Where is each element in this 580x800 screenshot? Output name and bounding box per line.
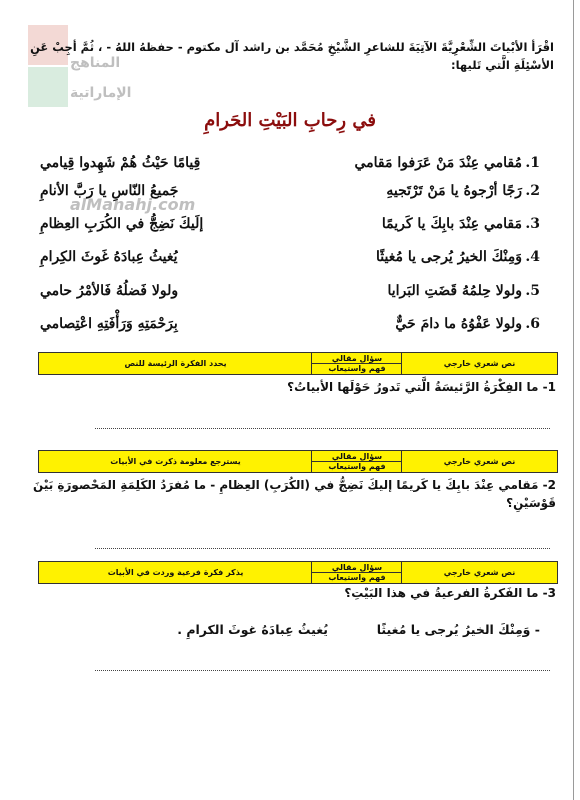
question-2-line-1: 2- مَقامي عِنْدَ بابِكَ يا كَريمًا إليكَ نَضِجُّ في (الكُرَبِ) العِظامِ - ما مُفرَدُ الكَلِمَةِ المَحْصورَةِ بَيْنَ (33, 478, 556, 492)
question-1: 1- ما الفِكْرَةُ الرَّئيسَةُ الَّتي تَدورُ حَوْلَها الأبياتُ؟ (287, 380, 556, 394)
poem-title: في رِحابِ البَيْتِ الحَرامِ (204, 110, 376, 131)
verse-number: 5. (525, 283, 540, 299)
question-header-bar (38, 450, 558, 473)
verse-first-hemistich: ولولا حِلمُهُ قَضَتِ البَرايا (387, 283, 522, 299)
skill-cell: يذكر فكرة فرعية وردت في الأبيات (107, 568, 244, 577)
text-type-cell: نص شعري خارجي (401, 562, 557, 583)
watermark-site: alManahj.com (70, 195, 196, 214)
verse-row (40, 216, 540, 238)
verse-number: 6. (525, 316, 540, 332)
quoted-verse (30, 622, 540, 637)
quoted-verse-second: يُغيثُ عِبادَهُ غوثَ الكرامِ . (177, 622, 328, 637)
watermark-text-2: الإماراتية (70, 85, 132, 101)
verse-second-hemistich: ولولا فَضلُهُ فَالأمْرُ حامي (40, 283, 179, 299)
text-type-cell: نص شعري خارجي (401, 353, 557, 374)
verse-second-hemistich: يُغيثُ عِبادَهُ غَوثَ الكِرامِ (40, 249, 178, 265)
question-header-bar (38, 561, 558, 584)
answer-line[interactable] (95, 428, 550, 429)
question-header-bar (38, 352, 558, 375)
question-type-top: سؤال مقالي (312, 563, 402, 573)
verse-second-hemistich: جَميعُ النّاسِ يا رَبَّ الأنامِ (40, 183, 179, 199)
verse-first-hemistich: وَمِنْكَ الخيرُ يُرجى يا مُغيثًا (376, 249, 522, 265)
verse-row (40, 183, 540, 205)
answer-line[interactable] (95, 548, 550, 549)
instructions-line-1: اقْرَأ الأبْياتَ الشِّعْرِيَّةَ الآتِيَةَ للشاعرِ الشَّيْخِ مُحَمَّد بن راشد آل مكتوم - حفظهُ اللهُ - ، ثُمَّ أجِبْ عَنِ (30, 40, 554, 54)
question-type-top: سؤال مقالي (312, 452, 402, 462)
question-3: 3- ما الفَكرةُ الفرعيةُ في هذا البَيْتِ؟ (344, 586, 556, 600)
question-type-bottom: فهم واستيعاب (328, 573, 386, 582)
watermark-text-1: المناهج (70, 55, 121, 71)
verse-number: 2. (525, 183, 540, 199)
skill-cell: يسترجع معلومة ذكرت في الأبيات (110, 457, 241, 466)
instructions-line-2: الأسْئِلَةِ الَّتي تَليها: (451, 58, 554, 72)
verse-number: 4. (525, 249, 540, 265)
verse-second-hemistich: بِرَحْمَتِهِ وَرَأْفَتِهِ اعْتِصامي (40, 316, 178, 332)
skill-cell: يحدد الفكرة الرئيسة للنص (124, 359, 227, 368)
verse-row (40, 249, 540, 271)
question-2-line-2: قَوْسَيْنِ؟ (506, 496, 556, 510)
verse-number: 3. (525, 216, 540, 232)
verse-row (40, 316, 540, 338)
question-type-bottom: فهم واستيعاب (328, 364, 386, 373)
answer-line[interactable] (95, 670, 550, 671)
question-type-cell (311, 562, 402, 583)
verse-second-hemistich: قِيامًا حَيْثُ هُمْ شَهِدوا قِيامي (40, 155, 201, 171)
verse-first-hemistich: مُقامي عِنْدَ مَنْ عَرَفوا مَقامي (354, 155, 522, 171)
verse-row (40, 155, 540, 177)
verse-first-hemistich: رَجًا أرْجوهُ يا مَنْ تَرْتَجيهِ (386, 183, 522, 199)
verse-number: 1. (525, 155, 540, 171)
verse-row (40, 283, 540, 305)
quoted-verse-first: - وَمِنْكَ الخيرُ يُرجى يا مُغيثًا (376, 622, 540, 637)
text-type-cell: نص شعري خارجي (401, 451, 557, 472)
question-type-cell (311, 451, 402, 472)
question-type-bottom: فهم واستيعاب (328, 462, 386, 471)
verse-second-hemistich: إلَيكَ نَضِجُّ في الكُرَبِ العِظامِ (40, 216, 204, 232)
question-type-cell (311, 353, 402, 374)
question-type-top: سؤال مقالي (312, 354, 402, 364)
verse-first-hemistich: ولولا عَفْوُهُ ما دامَ حَيٌّ (395, 316, 522, 332)
verse-first-hemistich: مَقامي عِنْدَ بابِكَ يا كَريمًا (381, 216, 522, 232)
